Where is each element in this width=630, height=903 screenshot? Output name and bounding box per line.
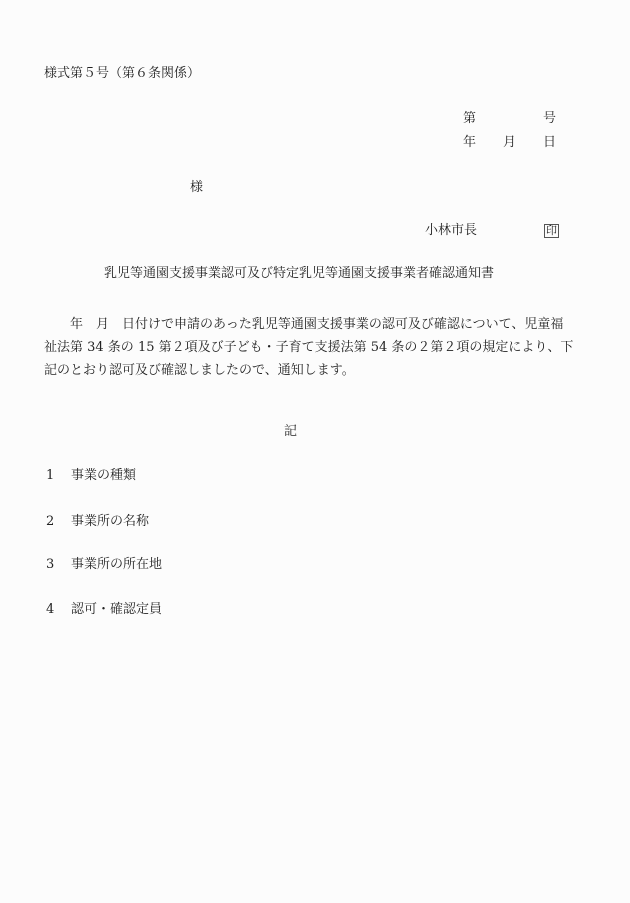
body-paragraph [44,313,584,382]
item-number: 1 [46,468,55,483]
date-month-label: 月 [503,135,517,150]
body-line: 祉法第 34 条の 15 第２項及び子ども・子育て支援法第 54 条の２第２項の規定により、下 [44,340,574,355]
ki-heading: 記 [284,424,298,439]
item-label: 認可・確認定員 [71,602,163,617]
list-item [46,558,162,571]
doc-number-prefix: 第 [463,111,477,126]
list-item [46,515,149,528]
list-item [46,603,162,616]
item-label: 事業所の名称 [71,514,150,529]
form-number: 様式第５号（第６条関係） [44,66,201,81]
doc-number-suffix: 号 [543,111,557,126]
item-number: 3 [46,557,55,572]
item-label: 事業所の所在地 [71,557,163,572]
document-title: 乳児等通園支援事業認可及び特定乳児等通園支援事業者確認通知書 [104,266,495,281]
item-label: 事業の種類 [71,468,137,483]
body-line: 記のとおり認可及び確認しましたので、通知します。 [44,363,355,378]
date-year-label: 年 [463,135,477,150]
addressee-suffix: 様 [190,180,204,195]
date-day-label: 日 [543,135,557,150]
body-line: 年 月 日付けで申請のあった乳児等通園支援事業の認可及び確認について、児童福 [44,317,564,332]
seal-icon: 印 [546,224,557,237]
list-item [46,469,136,482]
issuer-name: 小林市長 [425,223,478,238]
item-number: 2 [46,514,55,529]
item-number: 4 [46,602,55,617]
